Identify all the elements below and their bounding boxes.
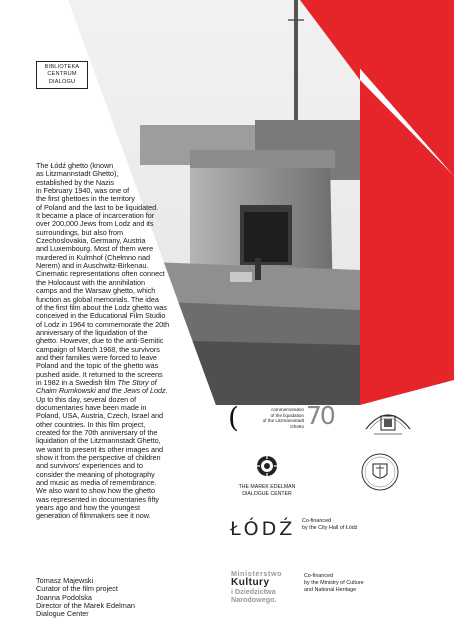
logo-line-1: BIBLIOTEKA (44, 64, 80, 70)
film-title: The Story of Chaim Rumkowski and the Jews of Lodz (36, 377, 166, 396)
ministry-line-4: Narodowego. (231, 595, 277, 604)
lodz-cofinanced-text: Co-financed by the City Hall of Łódź (302, 518, 358, 531)
signature: Tomasz Majewski Curator of the film project Joanna Podolska Director of the Marek Edelman Dialogue Center (36, 576, 135, 619)
edelman-label: THE MAREK EDELMAN DIALOGUE CENTER (238, 484, 296, 497)
seventy-numeral: 70 (306, 401, 334, 430)
ministry-line-2: Kultury (231, 577, 270, 588)
biblioteka-centrum-dialogu-logo (36, 61, 88, 89)
ministry-line-3: i Dziedzictwa (231, 587, 276, 596)
body-part-1: The Łódź ghetto (known as Litzmannstadt Ghetto), established by the Nazis in February 1940, was one of the first ghettoes in the territory of Poland and the last to be liquidated. It became a place of incarceration for over 200,000 Jews from Lodz and its surroundings, but also from Czechoslovakia, Germany, Austria and Luxembourg. Most of them were murdered in Kulmhof (Chełmno nad Nerem) and in Auschwitz-Birkenau. Cinematic representations often connect the Holocaust with the annihilation camps and the Warsaw ghetto, which function as global memorials. The idea of the first film about the Lodz ghetto was conceived in the Educational Film Studio of Lodz in 1964 to commemorate the 20th anniversary of the liquidation of the ghetto. However, due to the anti-Semitic campaign of March 1968, the survivors and their families were forced to leave Poland and the topic of the ghetto was pushed aside. It returned to the screens in 1982 in a Swedish film (36, 161, 170, 387)
ministry-cofinanced-text: Co-financed by the Ministry of Culture and National Heritage (304, 573, 364, 593)
logo-line-3: DIALOGU (48, 78, 76, 85)
lodz-coat-of-arms-icon (360, 452, 400, 492)
logo-line-2: CENTRUM (47, 71, 77, 78)
body-part-2: . Up to this day, several dozen of documentaries have been made in Poland, USA, Austria, Czech, Israel and other countries. In this film project, created for the 70th anniversary of the liquidation of the Litzmannstadt Ghetto, we want to present its other images and show it from the perspective of children and survivors' experiences and to consider the meaning of photography and music as media of remembrance. We also want to show how the ghetto was represented in documentaries fifty years ago and how the youngest generation of filmmakers see it now. (36, 386, 168, 521)
edelman-emblem-icon (256, 455, 278, 477)
commemoration-text: commemoration of the liquidation of the Litzmannstadt Ghetto (262, 407, 304, 429)
ministry-of-culture-logo (231, 570, 301, 604)
bracket-icon: ( (228, 401, 239, 434)
body-paragraph (36, 162, 260, 521)
ministry-line-1: Ministerstwo (231, 569, 283, 578)
body-text (36, 162, 260, 521)
commemoration-logo (228, 401, 334, 435)
city-coat-of-arms-seal-icon (360, 405, 416, 439)
marek-edelman-dialogue-center-logo (232, 455, 302, 497)
lodz-wordmark: ŁÓDŹ (230, 518, 296, 540)
